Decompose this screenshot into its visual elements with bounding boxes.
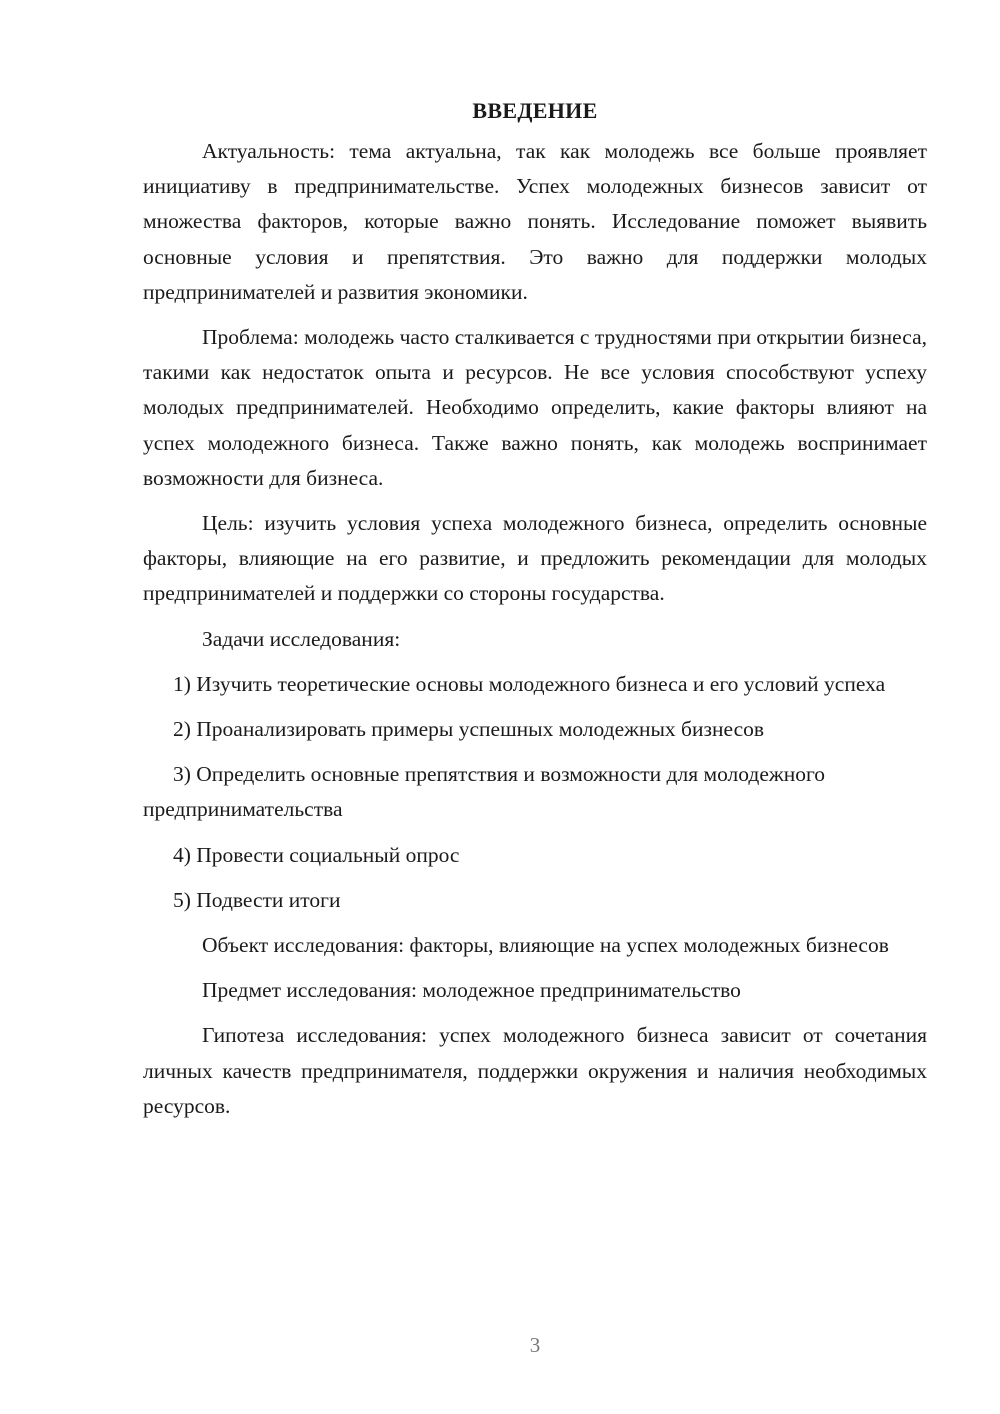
- list-item: 1) Изучить теоретические основы молодежного бизнеса и его условий успеха: [173, 671, 886, 696]
- list-item: 5) Подвести итоги: [173, 887, 341, 912]
- paragraph-goal: Цель: изучить условия успеха молодежного бизнеса, определить основные факторы, влияющие на его развитие, и предложить рекомендации для молодых предпринимателей и поддержки со стороны государства.: [143, 511, 927, 606]
- paragraph-object: Объект исследования: факторы, влияющие на успех молодежных бизнесов: [202, 933, 889, 958]
- list-item: 4) Провести социальный опрос: [173, 842, 460, 867]
- list-item: 3) Определить основные препятствия и возможности для молодежного предпринимательства: [143, 762, 826, 822]
- page-number: 3: [529, 1333, 541, 1357]
- list-item: 2) Проанализировать примеры успешных молодежных бизнесов: [173, 717, 765, 742]
- paragraph-problem: Проблема: молодежь часто сталкивается с трудностями при открытии бизнеса, такими как недостаток опыта и ресурсов. Не все условия способствуют успеху молодых предпринимателей. Необходимо определить, какие факторы влияют на успех молодежного бизнеса. Также важно понять, как молодежь воспринимает возможности для бизнеса.: [143, 325, 927, 490]
- page-content: [143, 93, 927, 1134]
- paragraph-subject: Предмет исследования: молодежное предпринимательство: [202, 978, 741, 1003]
- paragraph-relevance: Актуальность: тема актуальна, так как молодежь все больше проявляет инициативу в предпринимательстве. Успех молодежных бизнесов зависит от множества факторов, которые важно понять. Исследование поможет выявить основные условия и препятствия. Это важно для поддержки молодых предпринимателей и развития экономики.: [143, 139, 927, 304]
- section-title: ВВЕДЕНИЕ: [472, 98, 598, 123]
- paragraph-hypothesis: Гипотеза исследования: успех молодежного бизнеса зависит от сочетания личных качеств предпринимателя, поддержки окружения и наличия необходимых ресурсов.: [143, 1023, 927, 1118]
- tasks-list: [143, 667, 927, 918]
- tasks-heading: Задачи исследования:: [202, 626, 401, 651]
